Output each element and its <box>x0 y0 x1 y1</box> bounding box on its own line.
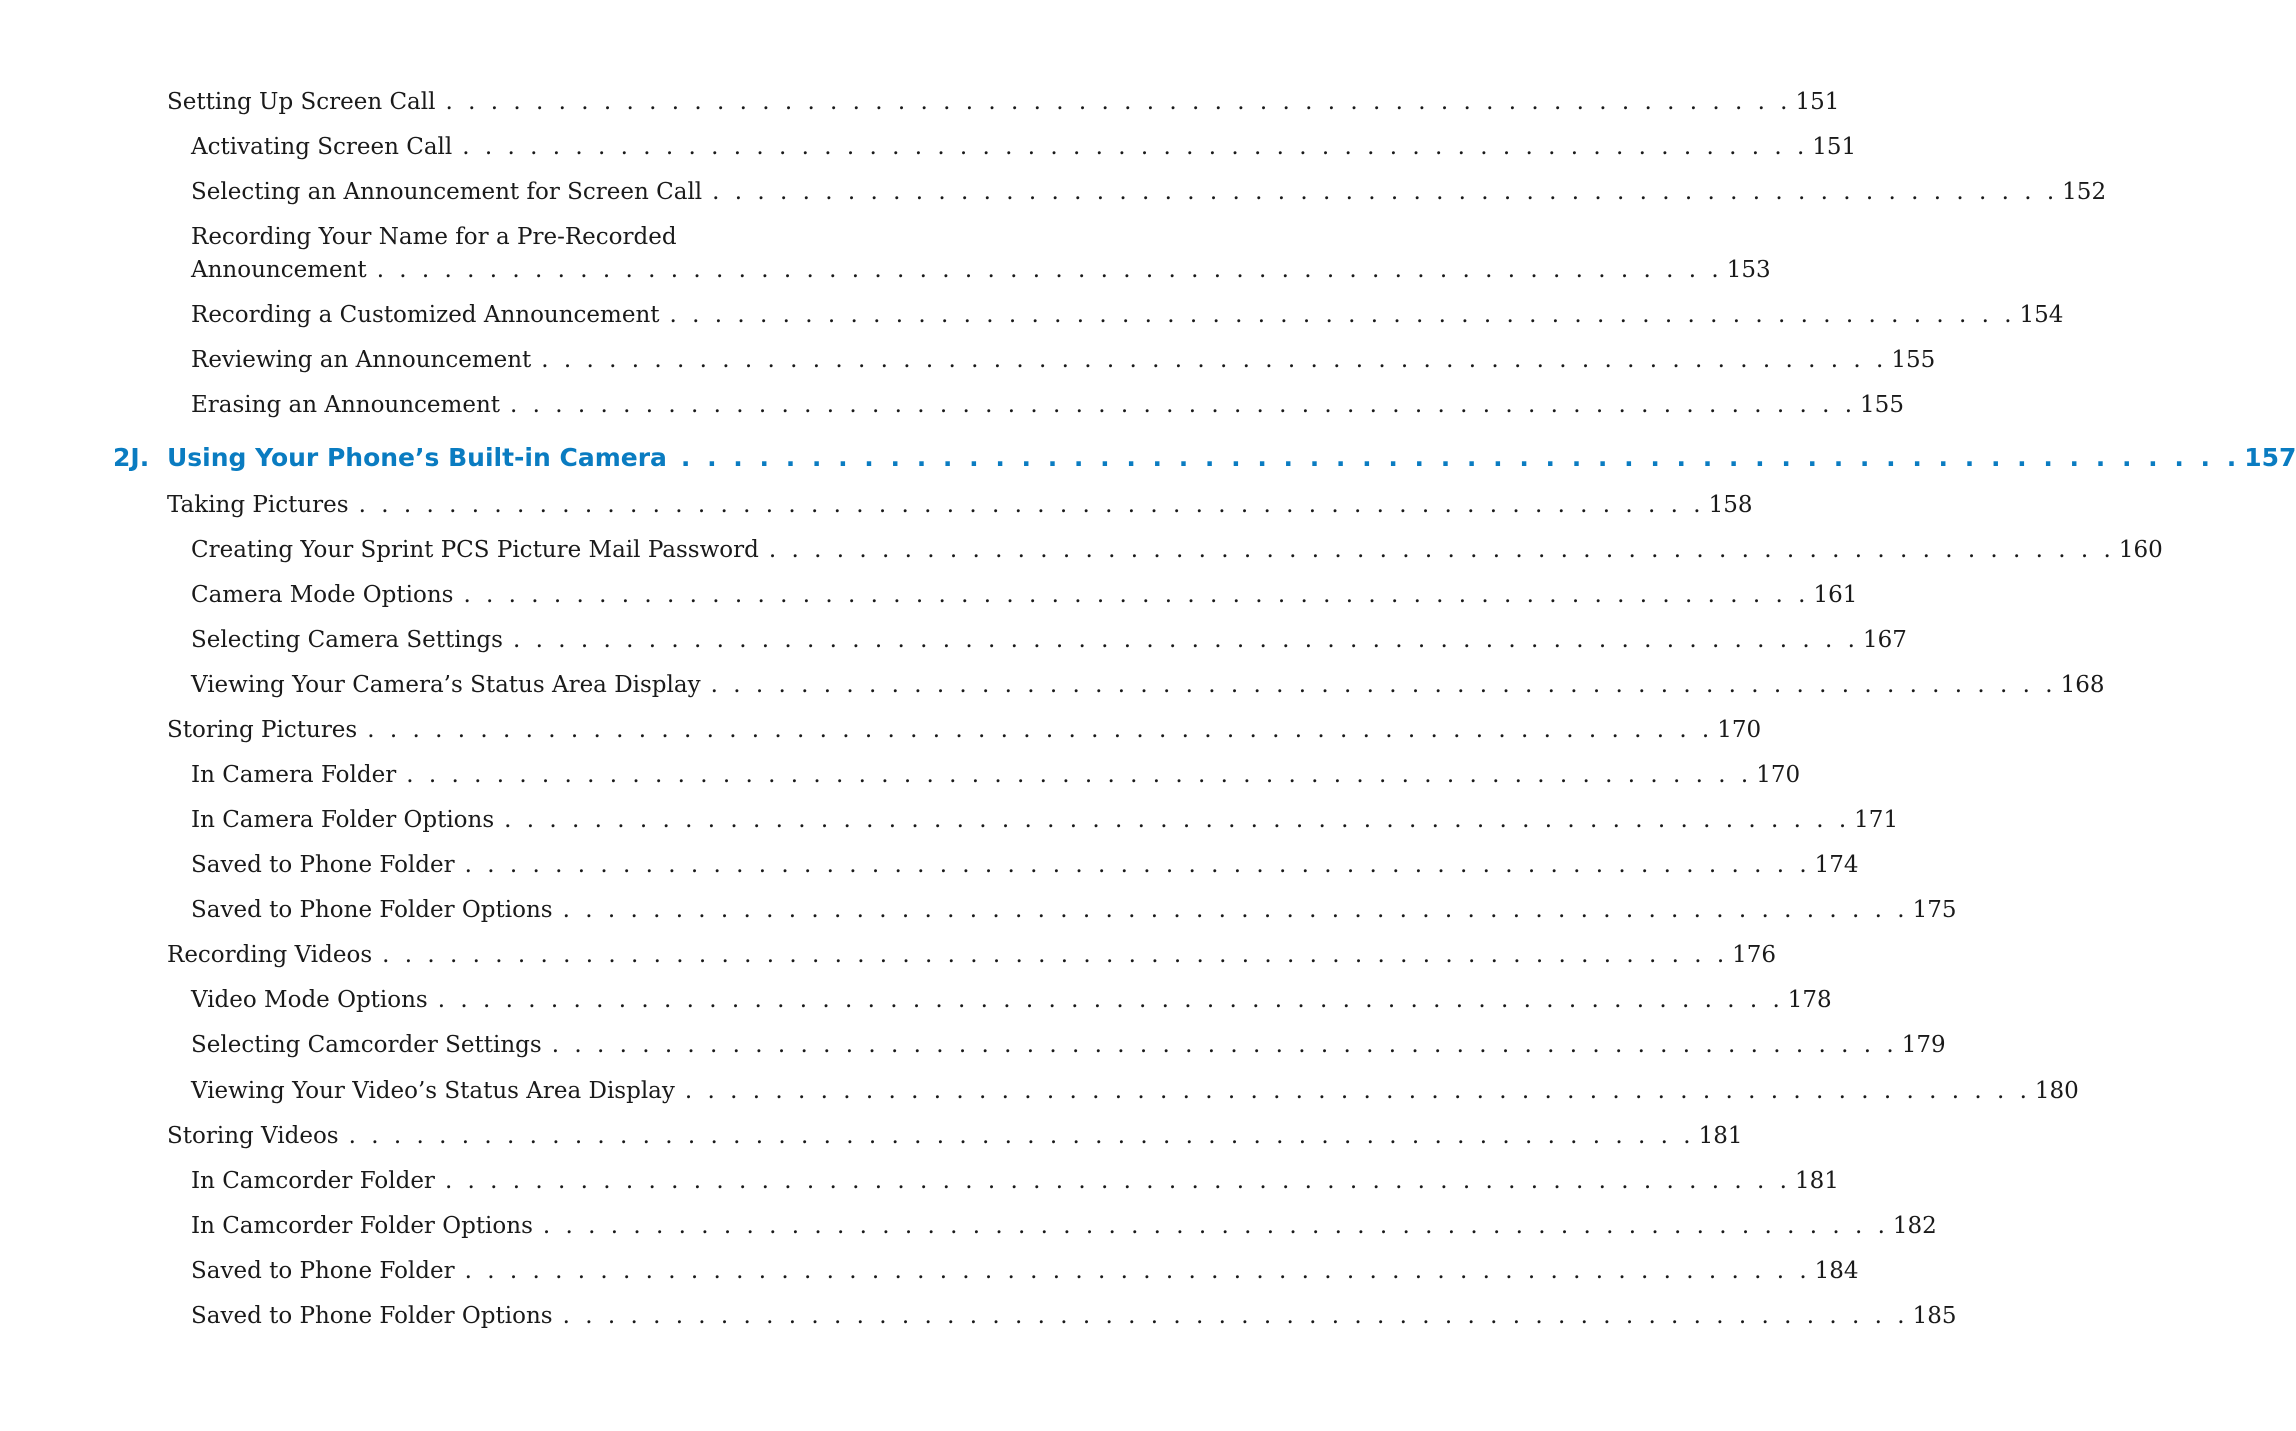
dot-leader: . . . . . . . . . . . . . . . . . . . . . . . . . . . . . . . . . . . . . . . . . . . . . . . . . . . . . . . . . . . . <box>462 134 1809 160</box>
chapter-page-number: 157 <box>2244 443 2296 472</box>
toc-entry[interactable] <box>191 133 1857 161</box>
toc-page-number: 175 <box>1912 897 1957 923</box>
dot-leader: . . . . . . . . . . . . . . . . . . . . . . . . . . . . . . . . . . . . . . . . . . . . . . . . . . . . . . . . . . . . <box>464 852 1811 878</box>
toc-entry-title: Selecting Camcorder Settings <box>191 1032 542 1058</box>
dot-leader: . . . . . . . . . . . . . . . . . . . . . . . . . . . . . . . . . . . . . . . . . . . . . . . . . . . . . . . . . . . . <box>551 1032 1898 1058</box>
dot-leader: . . . . . . . . . . . . . . . . . . . . . . . . . . . . . . . . . . . . . . . . . . . . . . . . . . . . . . . . . . . . <box>437 987 1784 1013</box>
toc-entry-title: Saved to Phone Folder <box>191 852 455 878</box>
toc-page-number: 174 <box>1814 852 1859 878</box>
dot-leader: . . . . . . . . . . . . . . . . . . . . . . . . . . . . . . . . . . . . . . . . . . . . . . . . . . . . . . . . . . . . <box>376 257 1723 283</box>
chapter-title: Using Your Phone’s Built-in Camera <box>167 443 667 472</box>
toc-page-number: 168 <box>2060 672 2105 698</box>
toc-entry[interactable] <box>191 178 2107 206</box>
toc-entry[interactable] <box>191 536 2163 564</box>
toc-entry[interactable] <box>191 986 1832 1014</box>
dot-leader: . . . . . . . . . . . . . . . . . . . . . . . . . . . . . . . . . . . . . . . . . . . . . . . . . . . . . . . . . . . . <box>445 89 1792 115</box>
toc-entry[interactable] <box>191 896 1957 924</box>
dot-leader: . . . . . . . . . . . . . . . . . . . . . . . . . . . . . . . . . . . . . . . . . . . . . . . . . . . . . . . . . . . . <box>712 179 2059 205</box>
toc-entry[interactable] <box>191 346 1936 374</box>
toc-entry[interactable] <box>191 1077 2079 1105</box>
toc-entry-title: In Camera Folder <box>191 762 397 788</box>
dot-leader: . . . . . . . . . . . . . . . . . . . . . . . . . . . . . . . . . . . . . . . . . . . . . . . . . . . . . . . . . . . . <box>510 392 1857 418</box>
toc-page-number: 181 <box>1794 1168 1839 1194</box>
toc-entry-title: Video Mode Options <box>191 987 428 1013</box>
dot-leader: . . . . . . . . . . . . . . . . . . . . . . . . . . . . . . . . . . . . . . . . . . . . . . . . . . . . . . . . . . . . <box>684 1078 2031 1104</box>
toc-page-number: 153 <box>1726 257 1771 283</box>
toc-entry[interactable] <box>191 1212 1937 1240</box>
dot-leader: . . . . . . . . . . . . . . . . . . . . . . . . . . . . . . . . . . . . . . . . . . . . . . . . . . . . . . . . . . . . <box>680 443 2241 472</box>
toc-entry[interactable] <box>191 761 1801 789</box>
toc-entry[interactable] <box>191 1302 1957 1330</box>
toc-entry-title: Reviewing an Announcement <box>191 347 532 373</box>
dot-leader: . . . . . . . . . . . . . . . . . . . . . . . . . . . . . . . . . . . . . . . . . . . . . . . . . . . . . . . . . . . . <box>464 1258 1811 1284</box>
toc-page-number: 167 <box>1862 627 1907 653</box>
toc-page-number: 151 <box>1812 134 1857 160</box>
toc-page-number: 178 <box>1787 987 1832 1013</box>
toc-entry-title: Storing Pictures <box>167 717 358 743</box>
toc-page-number: 161 <box>1813 582 1858 608</box>
toc-entry-title: Taking Pictures <box>167 492 349 518</box>
toc-entry-title: Setting Up Screen Call <box>167 89 436 115</box>
toc-entry-title: Saved to Phone Folder Options <box>191 897 553 923</box>
toc-page-number: 154 <box>2019 302 2064 328</box>
dot-leader: . . . . . . . . . . . . . . . . . . . . . . . . . . . . . . . . . . . . . . . . . . . . . . . . . . . . . . . . . . . . <box>358 492 1705 518</box>
toc-entry[interactable] <box>167 491 1753 519</box>
dot-leader: . . . . . . . . . . . . . . . . . . . . . . . . . . . . . . . . . . . . . . . . . . . . . . . . . . . . . . . . . . . . <box>512 627 1859 653</box>
chapter-heading[interactable] <box>113 443 2296 473</box>
dot-leader: . . . . . . . . . . . . . . . . . . . . . . . . . . . . . . . . . . . . . . . . . . . . . . . . . . . . . . . . . . . . <box>562 897 1909 923</box>
toc-entry-title: In Camcorder Folder <box>191 1168 435 1194</box>
toc-entry-title: In Camera Folder Options <box>191 807 495 833</box>
dot-leader: . . . . . . . . . . . . . . . . . . . . . . . . . . . . . . . . . . . . . . . . . . . . . . . . . . . . . . . . . . . . <box>562 1303 1909 1329</box>
toc-entry[interactable] <box>191 581 1858 609</box>
toc-entry-title-line1[interactable]: Recording Your Name for a Pre-Recorded <box>191 224 677 250</box>
toc-entry[interactable] <box>167 88 1840 116</box>
toc-entry-title: Creating Your Sprint PCS Picture Mail Password <box>191 537 759 563</box>
dot-leader: . . . . . . . . . . . . . . . . . . . . . . . . . . . . . . . . . . . . . . . . . . . . . . . . . . . . . . . . . . . . <box>348 1123 1695 1149</box>
toc-entry-title: Selecting an Announcement for Screen Call <box>191 179 703 205</box>
toc-entry-title: Activating Screen Call <box>191 134 453 160</box>
dot-leader: . . . . . . . . . . . . . . . . . . . . . . . . . . . . . . . . . . . . . . . . . . . . . . . . . . . . . . . . . . . . <box>463 582 1810 608</box>
toc-entry[interactable] <box>167 1122 1743 1150</box>
dot-leader: . . . . . . . . . . . . . . . . . . . . . . . . . . . . . . . . . . . . . . . . . . . . . . . . . . . . . . . . . . . . <box>542 1213 1889 1239</box>
toc-page-number: 158 <box>1708 492 1753 518</box>
dot-leader: . . . . . . . . . . . . . . . . . . . . . . . . . . . . . . . . . . . . . . . . . . . . . . . . . . . . . . . . . . . . <box>669 302 2016 328</box>
toc-entry[interactable] <box>167 716 1762 744</box>
dot-leader: . . . . . . . . . . . . . . . . . . . . . . . . . . . . . . . . . . . . . . . . . . . . . . . . . . . . . . . . . . . . <box>406 762 1753 788</box>
toc-page-number: 170 <box>1756 762 1801 788</box>
toc-entry[interactable] <box>191 806 1899 834</box>
toc-page-number: 155 <box>1891 347 1936 373</box>
toc-entry-title: Viewing Your Camera’s Status Area Display <box>191 672 701 698</box>
toc-page-number: 181 <box>1698 1123 1743 1149</box>
toc-entry-title: Storing Videos <box>167 1123 339 1149</box>
toc-entry[interactable] <box>191 391 1904 419</box>
dot-leader: . . . . . . . . . . . . . . . . . . . . . . . . . . . . . . . . . . . . . . . . . . . . . . . . . . . . . . . . . . . . <box>504 807 1851 833</box>
toc-entry-title: Camera Mode Options <box>191 582 454 608</box>
toc-entry-title: Saved to Phone Folder <box>191 1258 455 1284</box>
toc-entry[interactable] <box>191 1257 1859 1285</box>
toc-page-number: 176 <box>1732 942 1777 968</box>
dot-leader: . . . . . . . . . . . . . . . . . . . . . . . . . . . . . . . . . . . . . . . . . . . . . . . . . . . . . . . . . . . . <box>768 537 2115 563</box>
toc-entry-title: Recording Videos <box>167 942 373 968</box>
dot-leader: . . . . . . . . . . . . . . . . . . . . . . . . . . . . . . . . . . . . . . . . . . . . . . . . . . . . . . . . . . . . <box>382 942 1729 968</box>
toc-page-number: 182 <box>1892 1213 1937 1239</box>
dot-leader: . . . . . . . . . . . . . . . . . . . . . . . . . . . . . . . . . . . . . . . . . . . . . . . . . . . . . . . . . . . . <box>444 1168 1791 1194</box>
toc-entry-title: In Camcorder Folder Options <box>191 1213 533 1239</box>
toc-entry-title: Announcement <box>191 257 367 283</box>
toc-page-number: 151 <box>1795 89 1840 115</box>
toc-entry[interactable] <box>191 851 1859 879</box>
toc-page-number: 160 <box>2118 537 2163 563</box>
toc-entry-title: Erasing an Announcement <box>191 392 501 418</box>
chapter-number: 2J. <box>113 443 150 472</box>
toc-entry[interactable] <box>191 301 2064 329</box>
toc-entry[interactable] <box>191 1167 1839 1195</box>
toc-page-number: 170 <box>1717 717 1762 743</box>
dot-leader: . . . . . . . . . . . . . . . . . . . . . . . . . . . . . . . . . . . . . . . . . . . . . . . . . . . . . . . . . . . . <box>367 717 1714 743</box>
toc-page-number: 155 <box>1860 392 1904 418</box>
toc-entry-title: Recording a Customized Announcement <box>191 302 660 328</box>
toc-entry[interactable] <box>191 671 2105 699</box>
dot-leader: . . . . . . . . . . . . . . . . . . . . . . . . . . . . . . . . . . . . . . . . . . . . . . . . . . . . . . . . . . . . <box>541 347 1888 373</box>
toc-entry[interactable] <box>191 1031 1946 1059</box>
toc-page-number: 184 <box>1814 1258 1859 1284</box>
toc-page-number: 185 <box>1912 1303 1957 1329</box>
toc-entry[interactable] <box>167 941 1777 969</box>
toc-page-number: 180 <box>2034 1078 2079 1104</box>
toc-entry-title: Viewing Your Video’s Status Area Display <box>191 1078 675 1104</box>
toc-page-number: 171 <box>1854 807 1899 833</box>
dot-leader: . . . . . . . . . . . . . . . . . . . . . . . . . . . . . . . . . . . . . . . . . . . . . . . . . . . . . . . . . . . . <box>710 672 2057 698</box>
toc-entry[interactable] <box>191 256 1771 284</box>
toc-page-number: 179 <box>1901 1032 1946 1058</box>
toc-page-number: 152 <box>2062 179 2107 205</box>
toc-entry[interactable] <box>191 626 1907 654</box>
toc-entry-title: Selecting Camera Settings <box>191 627 503 653</box>
toc-entry-title: Saved to Phone Folder Options <box>191 1303 553 1329</box>
